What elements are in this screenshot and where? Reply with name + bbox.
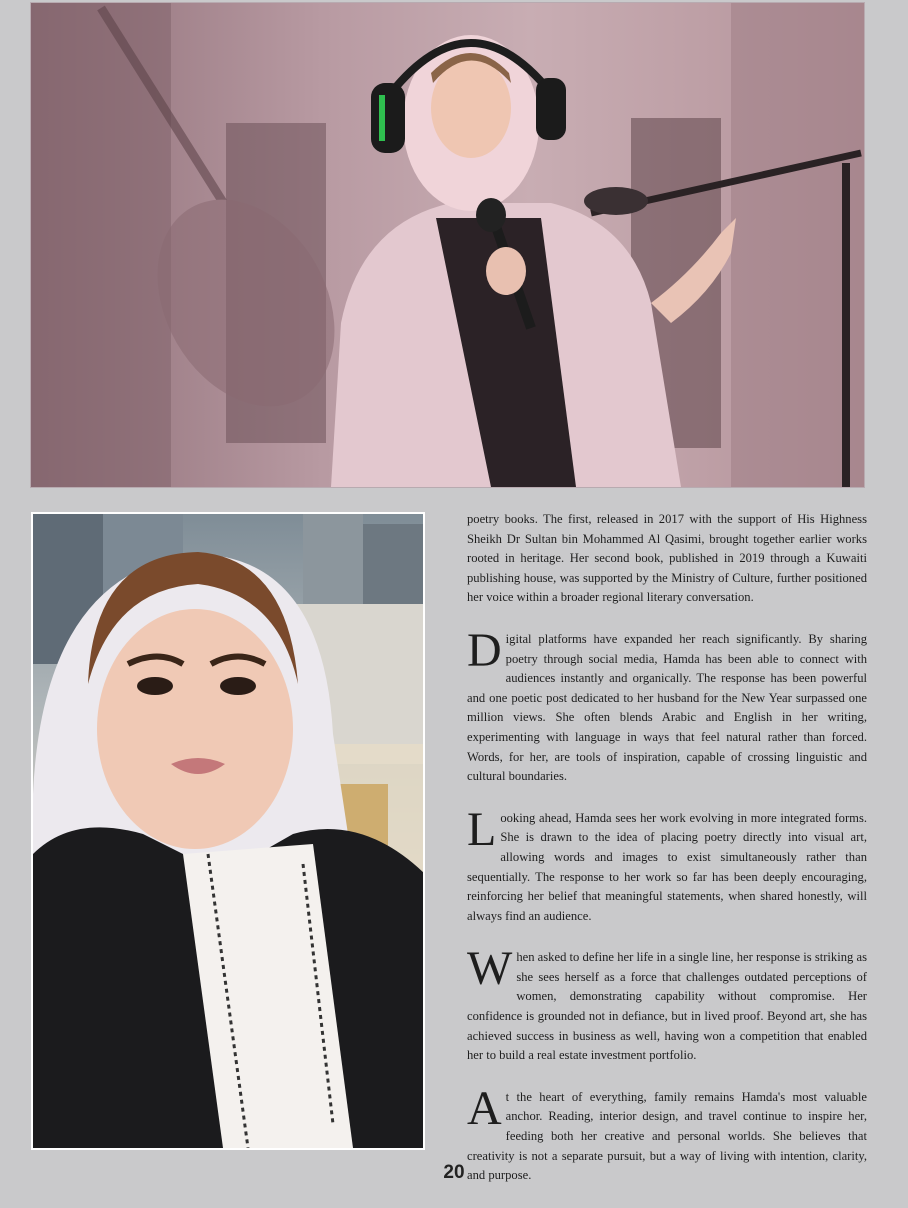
article-paragraph-3 <box>467 802 867 927</box>
paragraph-3-text: ooking ahead, Hamda sees her work evolving in more integrated forms. She is drawn to the idea of placing poetry directly into visual art, allowing words and images to exist simultaneously rather than sequentially. The response to her work so far has been deeply encouraging, reinforcing her belief that meaningful statements, when shared honestly, will always find an audience. <box>467 810 867 923</box>
paragraph-4-dropcap: W <box>467 942 513 996</box>
article-paragraph-4 <box>467 942 867 1066</box>
paragraph-1-text: poetry books. The first, released in 2017 with the support of His Highness Sheikh Dr Sultan bin Mohammed Al Qasimi, brought together earlier works rooted in heritage. Her second book, published in 2019 through a Kuwaiti publishing house, was supported by the Ministry of Culture, further positioned her voice within a broader regional literary conversation. <box>467 512 867 605</box>
headphone-left <box>371 83 405 153</box>
paragraph-5-dropcap: A <box>467 1081 502 1135</box>
paragraph-2-dropcap: D <box>467 623 502 677</box>
headphone-right <box>536 78 566 140</box>
article-paragraph-1 <box>467 510 867 608</box>
paragraph-3-dropcap: L <box>467 802 497 856</box>
article-paragraph-2 <box>467 623 867 787</box>
paragraph-2-text: igital platforms have expanded her reach significantly. By sharing poetry through social media, Hamda has been able to connect with audiences instantly and organically. The response has been powerful and one poetic post dedicated to her husband for the New Year surpassed one million views. She often blends Arabic and English in her writing, experimenting with language in ways that feel natural rather than forced. Words, for her, are tools of inspiration, capable of crossing linguistic and cultural boundaries. <box>467 631 867 784</box>
portrait-photo <box>31 512 425 1150</box>
studio-photo <box>30 2 865 488</box>
studio-photo-illustration <box>31 3 864 487</box>
page-number: 20 <box>443 1162 465 1183</box>
paragraph-4-text: hen asked to define her life in a single line, her response is striking as she sees herself as a force that challenges outdated perceptions of women, demonstrating capability without compromise. Her confidence is grounded not in defiance, but in lived proof. Beyond art, she has achieved success in business as well, having won a competition that enabled her to build a real estate investment portfolio. <box>467 950 867 1063</box>
article-body <box>467 510 867 1208</box>
portrait-photo-illustration <box>33 514 423 1148</box>
paragraph-5-text: t the heart of everything, family remains Hamda's most valuable anchor. Reading, interior design, and travel continue to inspire her, feeding both her creative and personal worlds. She believes that creativity is not a separate pursuit, but a way of living with intention, clarity, and purpose. <box>467 1089 867 1183</box>
